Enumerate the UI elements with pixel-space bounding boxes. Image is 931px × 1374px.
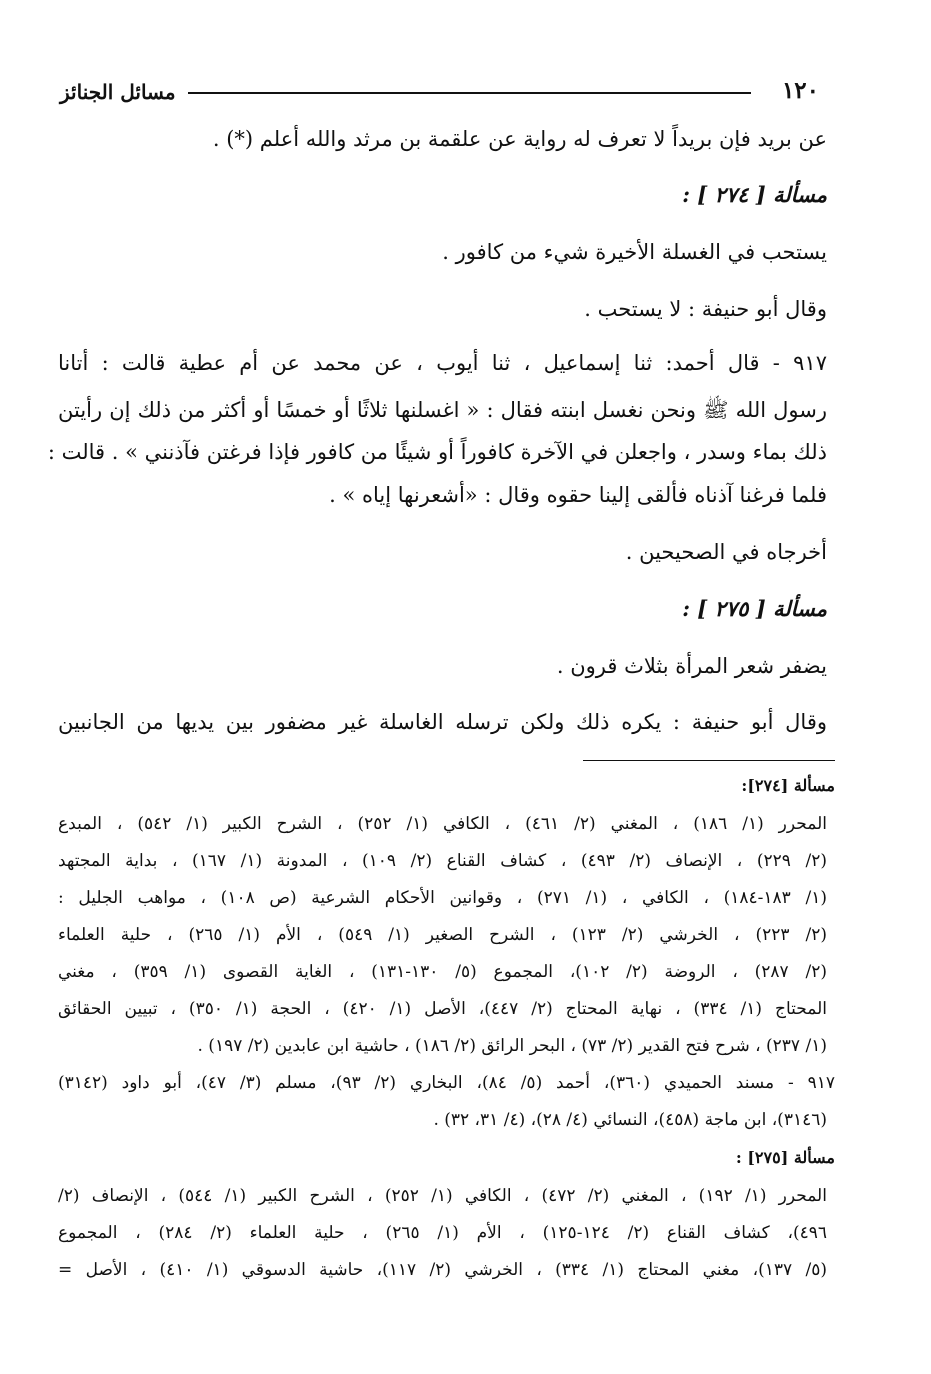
hadith-917-line: ٩١٧ - قال أحمد: ثنا إسماعيل ، ثنا أيوب ، عن محمد عن أم عطية قالت : أتانا	[58, 351, 827, 375]
issue-275-heading: مسألة [ ٢٧٥ ] :	[682, 596, 827, 621]
header-rule	[188, 92, 751, 94]
footnote-line: (٢/ ٢٢٩) ، الإنصاف (٢/ ٤٩٣) ، كشاف القناع (٢/ ١٠٩) ، المدونة (١/ ١٦٧) ، بداية المجتهد	[58, 851, 827, 871]
body-line: وقال أبو حنيفة : لا يستحب .	[584, 297, 827, 321]
footnote-917-line: (٣١٤٦)، ابن ماجة (٤٥٨)، النسائي (٤/ ٢٨)، (٤/ ٣١، ٣٢) .	[433, 1110, 827, 1130]
body-line: يستحب في الغسلة الأخيرة شيء من كافور .	[442, 240, 827, 264]
running-title: مسائل الجنائز	[60, 80, 176, 104]
footnote-line: (٢/ ٢٨٧) ، الروضة (٢/ ١٠٢)، المجموع (٥/ ١٣٠-١٣١) ، الغاية القصوى (١/ ٣٥٩) ، مغني	[58, 962, 827, 982]
footnote-heading-274: مسألة [٢٧٤]:	[741, 776, 835, 795]
hadith-917-line: ذلك بماء وسدر ، واجعلن في الآخرة كافوراً أو شيئًا من كافور فإذا فرغتن فآذنني » . قالت :	[47, 440, 827, 464]
footnote-line: (٥/ ١٣٧)، مغني المحتاج (١/ ٣٣٤) ، الخرشي (٢/ ١١٧)، حاشية الدسوقي (١/ ٤١٠) ، الأصل =	[58, 1260, 827, 1280]
footnote-line: المحرر (١/ ١٩٢) ، المغني (٢/ ٤٧٢) ، الكافي (١/ ٢٥٢) ، الشرح الكبير (١/ ٥٤٤) ، الإنصاف (٢/	[58, 1186, 827, 1206]
footnote-rule	[583, 760, 835, 761]
body-line: أخرجاه في الصحيحين .	[625, 540, 827, 564]
footnote-line: ٤٩٦)، كشاف القناع (٢/ ١٢٤-١٢٥) ، الأم (١/ ٢٦٥) ، حلية العلماء (٢/ ٢٨٤) ، المجموع	[58, 1223, 828, 1243]
footnote-line: (١/ ٢٣٧) ، شرح فتح القدير (٢/ ٧٣) ، البحر الرائق (٢/ ١٨٦) ، حاشية ابن عابدين (٢/ ١٩٧) .	[197, 1036, 827, 1056]
footnote-line: المحرر (١/ ١٨٦) ، المغني (٢/ ٤٦١) ، الكافي (١/ ٢٥٢) ، الشرح الكبير (١/ ٥٤٢) ، المبدع	[58, 814, 827, 834]
hadith-917-line: فلما فرغنا آذناه فألقى إلينا حقوه وقال : «أشعرنها إياه » .	[329, 483, 827, 507]
body-line: عن بريد فإن بريداً لا تعرف له رواية عن علقمة بن مرثد والله أعلم (*) .	[212, 127, 827, 151]
footnote-917-line: ٩١٧ - مسند الحميدي (٣٦٠)، أحمد (٥/ ٨٤)، البخاري (٢/ ٩٣)، مسلم (٣/ ٤٧)، أبو داود (٣١٤٢)	[58, 1073, 835, 1093]
footnote-line: (٢/ ٢٢٣) ، الخرشي (٢/ ١٢٣) ، الشرح الصغير (١/ ٥٤٩) ، الأم (١/ ٢٦٥) ، حلية العلماء	[58, 925, 827, 945]
body-line: وقال أبو حنيفة : يكره ذلك ولكن ترسله الغاسلة غير مضفور بين يديها من الجانبين	[58, 710, 827, 734]
hadith-917-line: رسول الله ﷺ ونحن نغسل ابنته فقال : « اغسلنها ثلاثًا أو خمسًا أو أكثر من ذلك إن رأيتن	[58, 398, 827, 422]
footnote-line: (١/ ١٨٣-١٨٤) ، الكافي ، (١/ ٢٧١) ، وقوانين الأحكام الشرعية (ص ١٠٨) ، مواهب الجليل :	[58, 888, 827, 908]
footnote-line: المحتاج (١/ ٣٣٤) ، نهاية المحتاج (٢/ ٤٤٧)، الأصل (١/ ٤٢٠) ، الحجة (١/ ٣٥٠) ، تبيين الحقائق	[58, 999, 827, 1019]
page-number: ١٢٠	[781, 77, 819, 104]
body-line: يضفر شعر المرأة بثلاث قرون .	[556, 654, 827, 678]
footnote-heading-275: مسألة [٢٧٥] :	[735, 1148, 835, 1167]
issue-274-heading: مسألة [ ٢٧٤ ] :	[682, 182, 827, 207]
